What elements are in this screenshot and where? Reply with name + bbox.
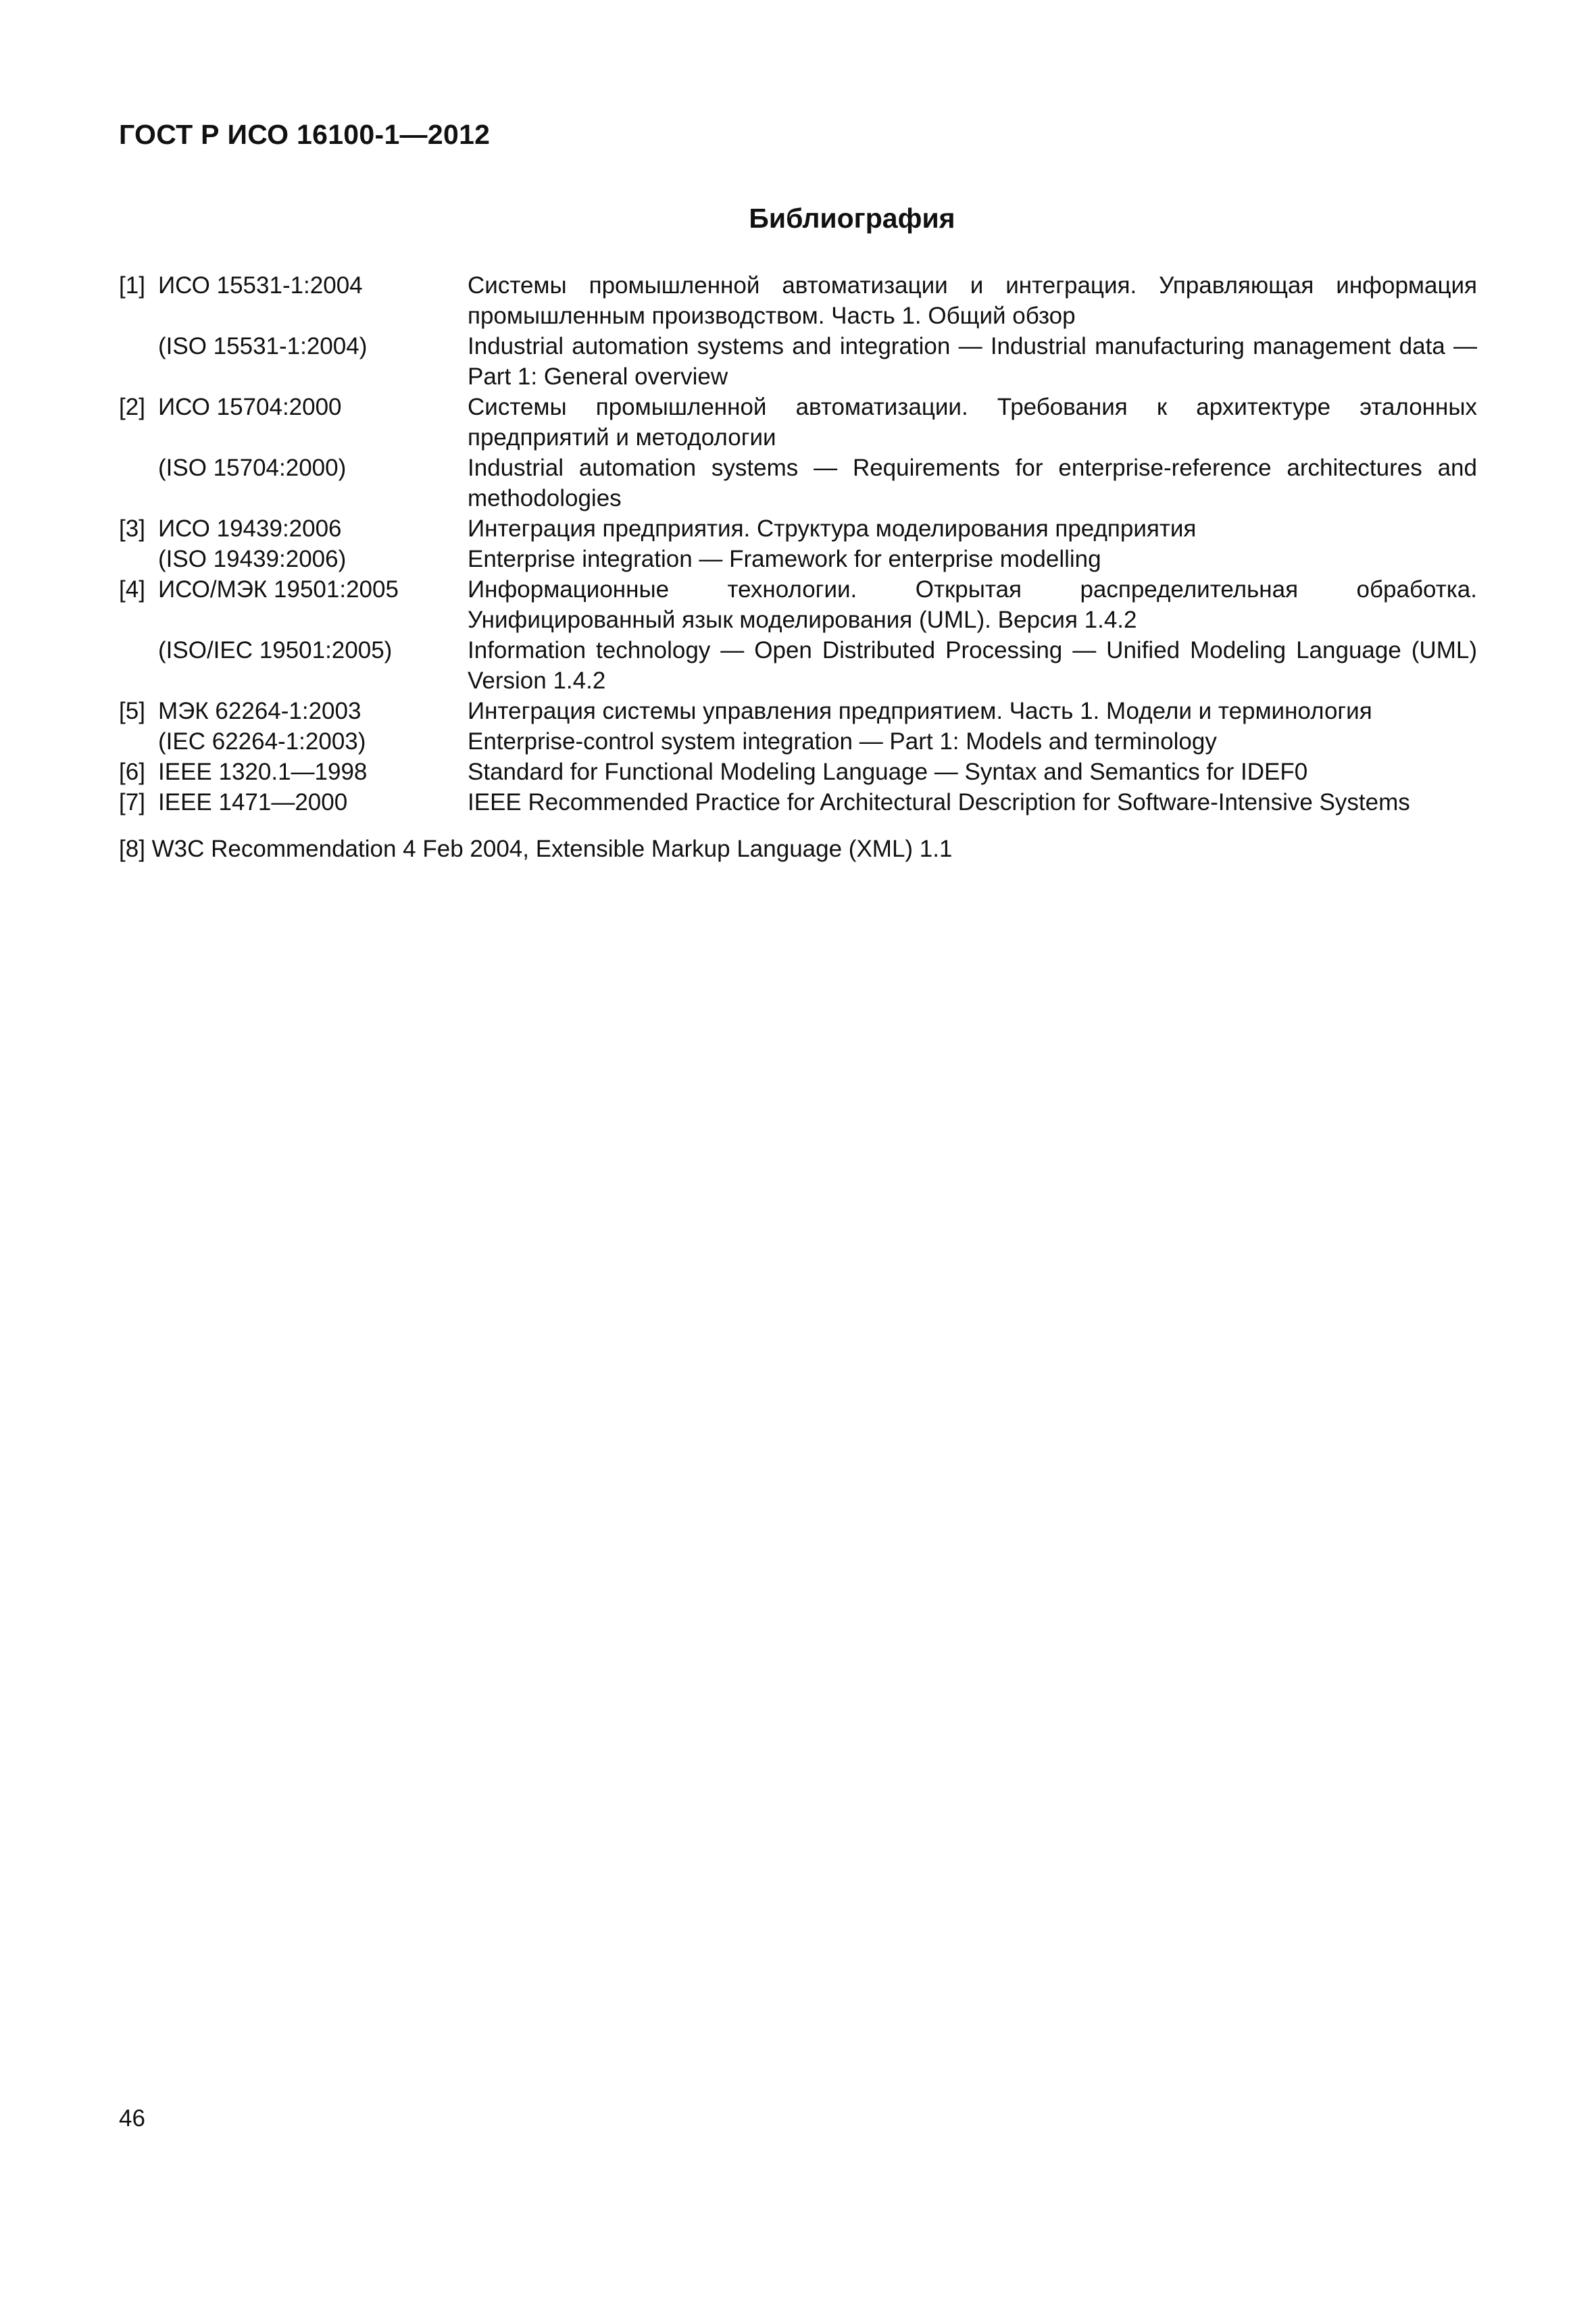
entry-code: ИСО 15704:2000 bbox=[158, 394, 342, 420]
entry-number: [1] bbox=[119, 272, 145, 299]
entry-description: Enterprise integration — Framework for enterprise modelling bbox=[468, 546, 1101, 572]
entry-reference bbox=[119, 757, 468, 787]
entry-reference bbox=[119, 726, 468, 757]
bibliography-entry bbox=[119, 513, 1477, 544]
bibliography-entry bbox=[119, 696, 1477, 726]
entry-reference bbox=[119, 513, 468, 544]
entry-code: (IEC 62264-1:2003) bbox=[158, 728, 366, 755]
entry-number bbox=[119, 635, 158, 665]
entry-number: [3] bbox=[119, 515, 145, 542]
entry-description: Интеграция системы управления предприятием. Часть 1. Модели и терминология bbox=[468, 698, 1372, 724]
entry-reference bbox=[119, 574, 468, 605]
entry-description: Системы промышленной автоматизации. Требования к архитектуре эталонных предприятий и методологии bbox=[468, 394, 1477, 451]
entry-description: Интеграция предприятия. Структура моделирования предприятия bbox=[468, 515, 1197, 542]
entry-description: Information technology — Open Distributed Processing — Unified Modeling Language (UML) Version 1.4.2 bbox=[468, 637, 1477, 694]
bibliography-entry bbox=[119, 544, 1477, 574]
entry-number bbox=[119, 331, 158, 361]
entry-description: Standard for Functional Modeling Language — Syntax and Semantics for IDEF0 bbox=[468, 759, 1308, 785]
bibliography-entry bbox=[119, 392, 1477, 453]
entry-code: МЭК 62264-1:2003 bbox=[158, 698, 361, 724]
bibliography-entry bbox=[119, 270, 1477, 331]
bibliography-entry bbox=[119, 635, 1477, 696]
entry-number bbox=[119, 726, 158, 757]
entry-number: [6] bbox=[119, 759, 145, 785]
entry-code: (ISO 19439:2006) bbox=[158, 546, 347, 572]
entry-reference bbox=[119, 696, 468, 726]
bibliography-entry bbox=[119, 453, 1477, 513]
entry-description: Enterprise-control system integration — Part 1: Models and terminology bbox=[468, 728, 1217, 755]
entry-reference bbox=[119, 392, 468, 422]
entry-reference bbox=[119, 544, 468, 574]
entry-number: [4] bbox=[119, 576, 145, 603]
entry-number bbox=[119, 544, 158, 574]
entry-number: [5] bbox=[119, 698, 145, 724]
entry-code: ИСО 19439:2006 bbox=[158, 515, 342, 542]
bibliography-entry bbox=[119, 726, 1477, 757]
entry-code: IEEE 1471—2000 bbox=[158, 789, 348, 815]
section-title: Библиография bbox=[749, 203, 955, 234]
entry-reference bbox=[119, 270, 468, 301]
entry-reference bbox=[119, 331, 468, 361]
document-header: ГОСТ Р ИСО 16100-1—2012 bbox=[119, 119, 491, 150]
entry-code: (ISO/IEC 19501:2005) bbox=[158, 637, 393, 663]
entry-description: Информационные технологии. Открытая распределительная обработка. Унифицированный язык моделирования (UML). Версия 1.4.2 bbox=[468, 576, 1477, 633]
entry-code: ИСО/МЭК 19501:2005 bbox=[158, 576, 399, 603]
entry-description: Industrial automation systems — Requirements for enterprise-reference architectures and methodologies bbox=[468, 455, 1477, 511]
entry-reference bbox=[119, 453, 468, 483]
bibliography-entry bbox=[119, 331, 1477, 392]
entry-description: Системы промышленной автоматизации и интеграция. Управляющая информация промышленным производством. Часть 1. Общий обзор bbox=[468, 272, 1477, 329]
page-number: 46 bbox=[119, 2105, 145, 2132]
entry-code: ИСО 15531-1:2004 bbox=[158, 272, 363, 299]
bibliography-entry bbox=[119, 787, 1477, 818]
bibliography-entry bbox=[119, 757, 1477, 787]
entry-description: Industrial automation systems and integration — Industrial manufacturing management data — Part 1: General overview bbox=[468, 333, 1477, 390]
entry-description: IEEE Recommended Practice for Architectural Description for Software-Intensive Systems bbox=[468, 789, 1410, 815]
entry-reference bbox=[119, 787, 468, 818]
entry-number: [7] bbox=[119, 789, 145, 815]
entry-reference bbox=[119, 635, 468, 665]
bibliography-entry bbox=[119, 574, 1477, 635]
entry-number: [2] bbox=[119, 394, 145, 420]
entry-code: (ISO 15704:2000) bbox=[158, 455, 347, 481]
entry-code: (ISO 15531-1:2004) bbox=[158, 333, 368, 359]
bibliography-list bbox=[119, 270, 1477, 818]
entry-number bbox=[119, 453, 158, 483]
entry-code: IEEE 1320.1—1998 bbox=[158, 759, 368, 785]
bibliography-extra-entry: [8] W3C Recommendation 4 Feb 2004, Extensible Markup Language (XML) 1.1 bbox=[119, 836, 953, 862]
